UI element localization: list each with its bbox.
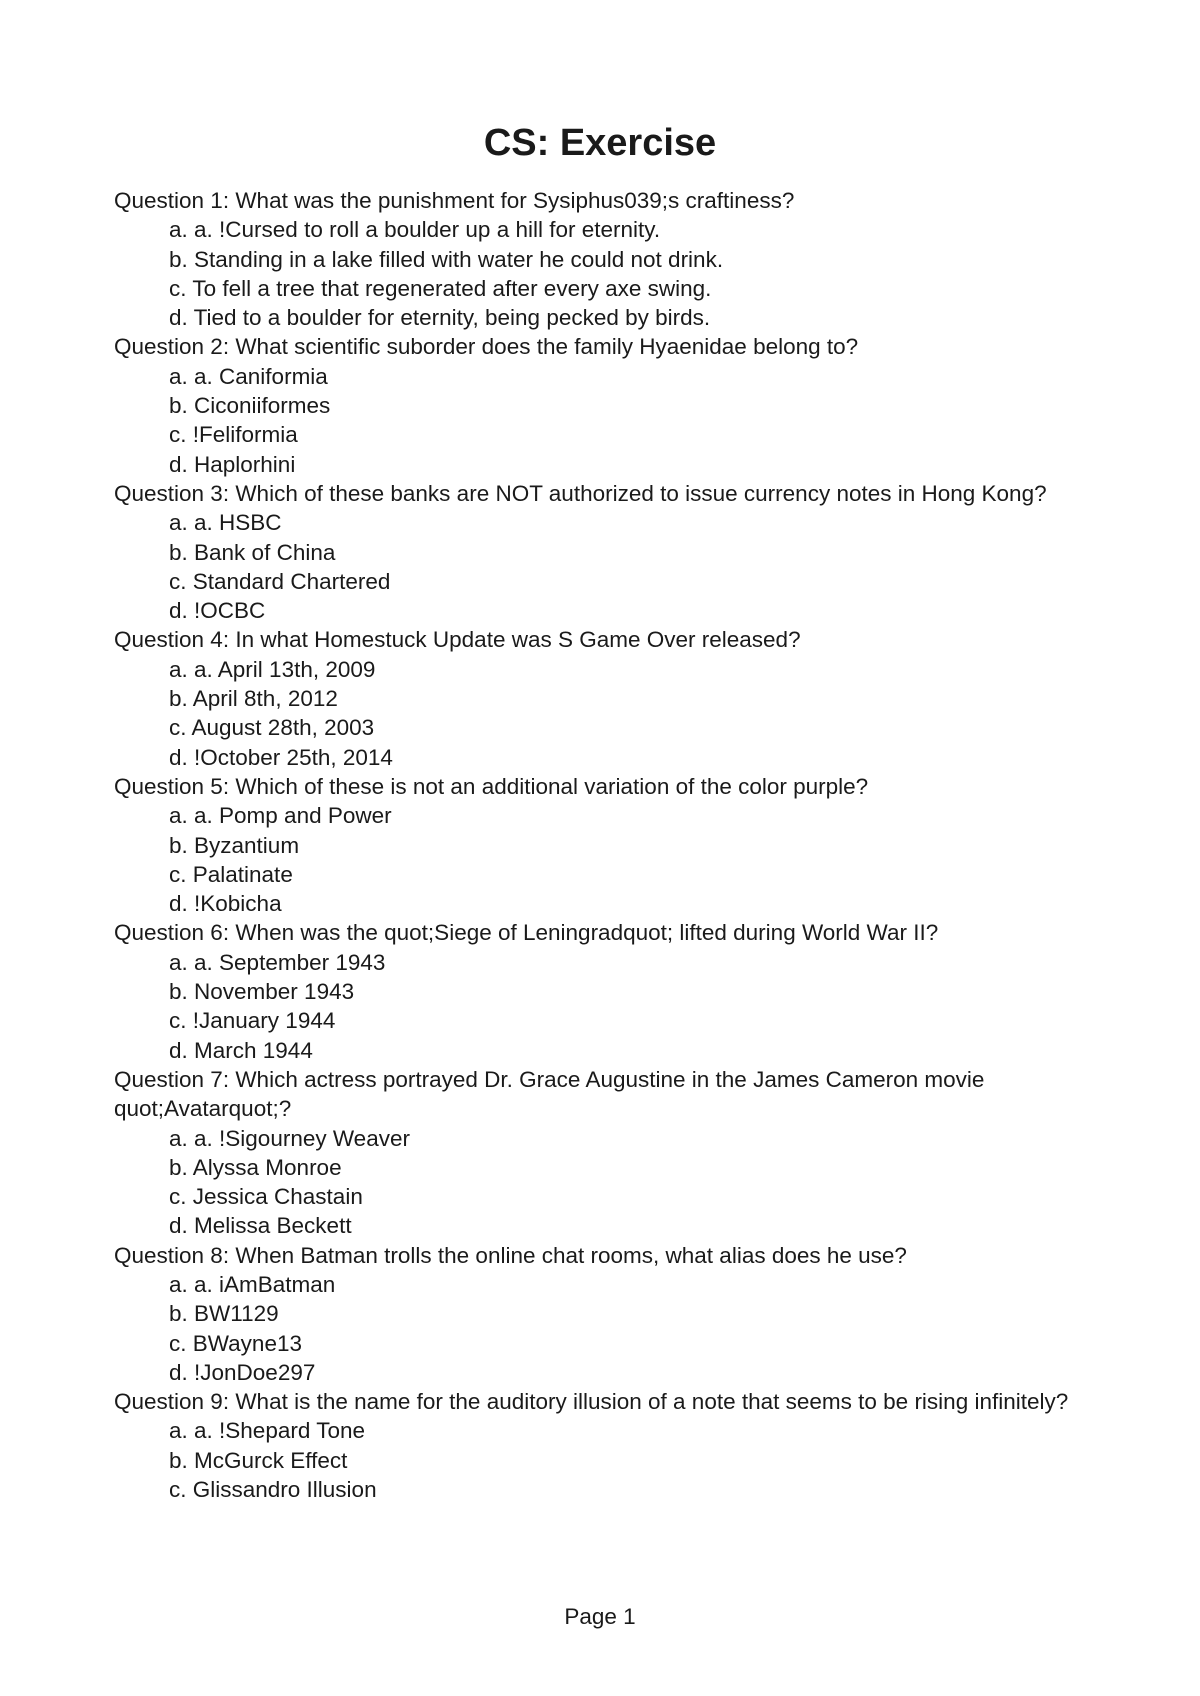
question-text: Question 2: What scientific suborder does the family Hyaenidae belong to? xyxy=(114,334,859,360)
answer-option: b. Bank of China xyxy=(169,539,336,565)
answer-option: c. BWayne13 xyxy=(169,1330,302,1356)
answer-option: a. a. Pomp and Power xyxy=(169,803,392,829)
answer-options xyxy=(114,215,1074,332)
document-title: CS: Exercise xyxy=(483,122,717,164)
answer-option: a. a. Caniformia xyxy=(169,363,328,389)
answer-option: b. April 8th, 2012 xyxy=(169,686,338,712)
answer-option: a. a. !Cursed to roll a boulder up a hill for eternity. xyxy=(169,217,661,243)
answer-option: a. a. !Sigourney Weaver xyxy=(169,1125,410,1151)
question-1 xyxy=(114,186,1074,332)
question-7 xyxy=(114,1065,1074,1241)
answer-option: d. !JonDoe297 xyxy=(169,1359,316,1385)
question-9 xyxy=(114,1387,1074,1504)
question-6 xyxy=(114,918,1074,1064)
answer-option: b. November 1943 xyxy=(169,979,355,1005)
answer-option: c. !Feliformia xyxy=(169,422,298,448)
question-2 xyxy=(114,332,1074,478)
answer-option: c. To fell a tree that regenerated after every axe swing. xyxy=(169,275,712,301)
question-text: Question 4: In what Homestuck Update was S Game Over released? xyxy=(114,627,801,653)
question-5 xyxy=(114,772,1074,918)
answer-option: c. Standard Chartered xyxy=(169,568,391,594)
answer-option: d. March 1944 xyxy=(169,1037,313,1063)
question-list xyxy=(114,186,1074,1504)
answer-option: a. a. HSBC xyxy=(169,510,282,536)
answer-option: d. !October 25th, 2014 xyxy=(169,744,393,770)
question-4 xyxy=(114,625,1074,771)
answer-option: d. Melissa Beckett xyxy=(169,1213,352,1239)
answer-option: c. !January 1944 xyxy=(169,1008,336,1034)
answer-option: d. !Kobicha xyxy=(169,891,282,917)
question-text: Question 7: Which actress portrayed Dr. Grace Augustine in the James Cameron movie quot;Avatarquot;? xyxy=(114,1066,985,1122)
answer-option: a. a. April 13th, 2009 xyxy=(169,656,376,682)
page-number: Page 1 xyxy=(564,1604,636,1629)
answer-option: d. !OCBC xyxy=(169,598,266,624)
answer-options xyxy=(114,362,1074,479)
answer-options xyxy=(114,948,1074,1065)
answer-options xyxy=(114,1124,1074,1241)
answer-option: d. Haplorhini xyxy=(169,451,296,477)
answer-option: b. Ciconiiformes xyxy=(169,393,331,419)
answer-options xyxy=(114,1270,1074,1387)
question-8 xyxy=(114,1241,1074,1387)
answer-option: b. Standing in a lake filled with water he could not drink. xyxy=(169,246,724,272)
answer-option: c. Palatinate xyxy=(169,861,293,887)
answer-option: d. Tied to a boulder for eternity, being pecked by birds. xyxy=(169,305,711,331)
answer-option: a. a. September 1943 xyxy=(169,949,386,975)
question-text: Question 1: What was the punishment for Sysiphus039;s craftiness? xyxy=(114,188,795,213)
answer-option: c. Jessica Chastain xyxy=(169,1184,363,1210)
answer-options xyxy=(114,655,1074,772)
answer-option: b. Byzantium xyxy=(169,832,300,858)
question-text: Question 6: When was the quot;Siege of Leningradquot; lifted during World War II? xyxy=(114,920,939,946)
answer-option: c. Glissandro Illusion xyxy=(169,1477,377,1503)
question-3 xyxy=(114,479,1074,625)
question-text: Question 9: What is the name for the auditory illusion of a note that seems to be rising infinitely? xyxy=(114,1389,1069,1415)
answer-option: c. August 28th, 2003 xyxy=(169,715,375,741)
answer-option: a. a. iAmBatman xyxy=(169,1271,336,1297)
answer-options xyxy=(114,508,1074,625)
answer-option: a. a. !Shepard Tone xyxy=(169,1418,365,1444)
question-text: Question 8: When Batman trolls the online chat rooms, what alias does he use? xyxy=(114,1242,907,1268)
answer-options xyxy=(114,801,1074,918)
answer-option: b. McGurck Effect xyxy=(169,1447,348,1473)
answer-options xyxy=(114,1416,1074,1504)
answer-option: b. BW1129 xyxy=(169,1301,279,1327)
question-text: Question 3: Which of these banks are NOT authorized to issue currency notes in Hong Kong? xyxy=(114,480,1047,506)
question-text: Question 5: Which of these is not an additional variation of the color purple? xyxy=(114,773,869,799)
answer-option: b. Alyssa Monroe xyxy=(169,1154,342,1180)
